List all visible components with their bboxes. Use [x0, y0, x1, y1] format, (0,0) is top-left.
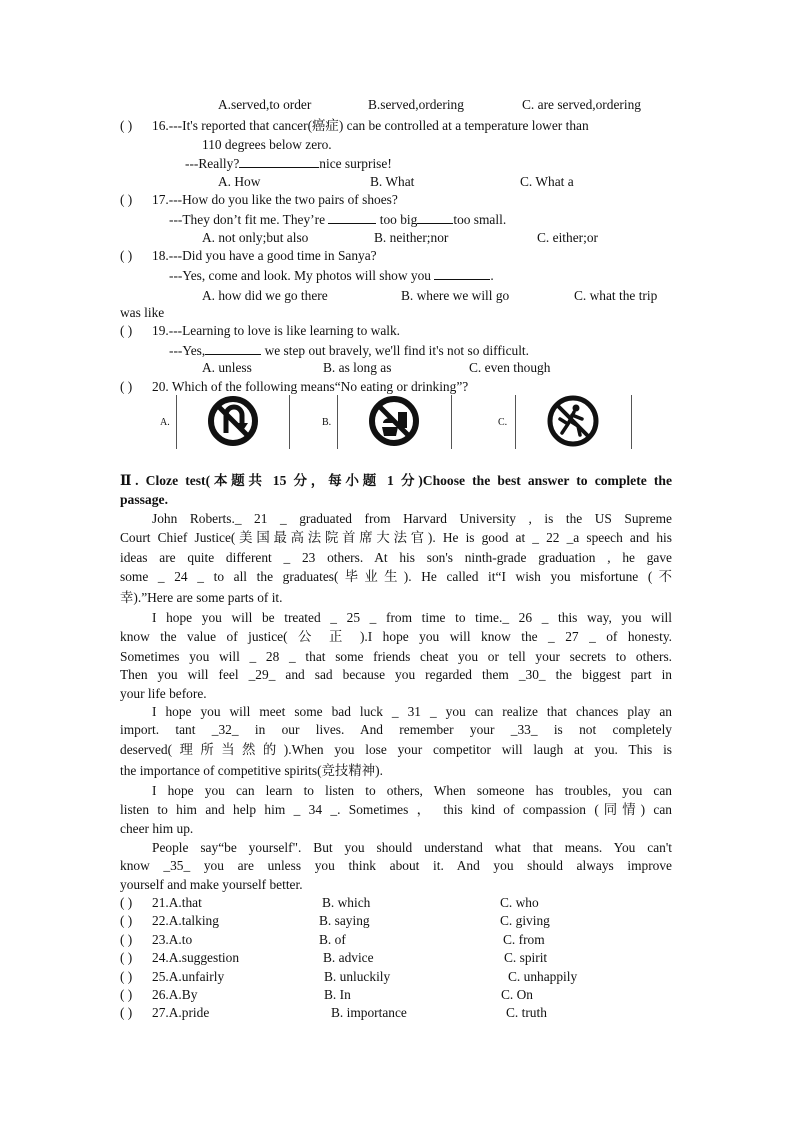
q19-option-b: B. as long as [323, 360, 392, 375]
passage-p2-line: your life before. [120, 686, 207, 701]
q16-blank [239, 154, 319, 168]
answer-option-a: 27.A.pride [152, 1005, 210, 1020]
passage-p2-line: know the value of justice( 公 正 ).I hope you will know the _ 27 _ of honesty. [120, 629, 672, 644]
q17-blank-2 [417, 210, 453, 224]
passage-p2-line: Then you will feel _29_ and sad because you regarded them _30_ the biggest part in [120, 667, 672, 682]
q16-option-c: C. What a [520, 174, 574, 189]
q19-option-a: A. unless [202, 360, 252, 375]
answer-option-b: B. importance [331, 1005, 407, 1020]
answer-option-b: B. saying [319, 913, 370, 928]
passage-p3-line: import. tant _32_ in our lives. And remember your _33_ is not completely [120, 722, 672, 737]
q16-paren: ( ) [120, 118, 133, 133]
passage-p3-line: I hope you will meet some bad luck _ 31 _ you can realize that chances play an [152, 704, 672, 719]
q17-blank-1 [328, 210, 376, 224]
no-u-turn-icon [177, 395, 289, 447]
answer-option-a: 24.A.suggestion [152, 950, 240, 965]
passage-p3-line: the importance of competitive spirits(竞技精神). [120, 763, 383, 778]
passage-p2-line: Sometimes you will _ 28 _ that some friends cheat you or tell your secrets to others. [120, 649, 672, 664]
q17-reply: ---They don’t fit me. They’re too big too small. [169, 212, 507, 227]
q15-option-a: A.served,to order [218, 97, 312, 112]
q16-option-b: B. What [370, 174, 415, 189]
q20-stem: 20. Which of the following means“No eating or drinking”? [152, 379, 469, 394]
sign-b-label: B. [322, 417, 332, 428]
passage-p1-line: John Roberts._ 21 _ graduated from Harvard University , is the US Supreme [152, 511, 672, 526]
section-heading: Ⅱ. Cloze test(本题共 15 分，每小题 1 分)Choose the best answer to complete the [120, 473, 672, 488]
q19-paren: ( ) [120, 323, 133, 338]
answer-option-c: C. On [501, 987, 533, 1002]
q18-stem: 18.---Did you have a good time in Sanya? [152, 248, 377, 263]
q17-option-b: B. neither;nor [374, 230, 449, 245]
q19-stem: 19.---Learning to love is like learning to walk. [152, 323, 401, 338]
answer-option-c: C. who [500, 895, 539, 910]
q18-option-c: C. what the trip [574, 288, 658, 303]
answer-option-a: 22.A.talking [152, 913, 219, 928]
answer-option-c: C. giving [500, 913, 550, 928]
passage-p5-line: know _35_ you are unless you think about it. And you should always improve [120, 858, 672, 873]
answer-paren: ( ) [120, 950, 133, 965]
passage-p4-line: I hope you can learn to listen to others, When someone has troubles, you can [152, 783, 672, 798]
sign-a-label: A. [160, 417, 170, 428]
passage-p4-line: listen to him and help him _ 34 _. Sometimes ， this kind of compassion (同情) can [120, 802, 672, 817]
answer-option-a: 25.A.unfairly [152, 969, 225, 984]
answer-option-b: B. of [319, 932, 346, 947]
passage-p1-line: ideas are quite different _ 23 others. At his son's ninth-grade graduation , he gave [120, 550, 672, 565]
answer-paren: ( ) [120, 895, 133, 910]
q17-option-c: C. either;or [537, 230, 598, 245]
q15-option-c: C. are served,ordering [522, 97, 641, 112]
q19-option-c: C. even though [469, 360, 551, 375]
passage-p5-line: yourself and make yourself better. [120, 877, 303, 892]
passage-p1-line: 幸).”Here are some parts of it. [120, 590, 283, 605]
q18-option-a: A. how did we go there [202, 288, 328, 303]
passage-p3-line: deserved(理所当然的).When you lose your competitor will laugh at you. This is [120, 742, 672, 757]
answer-option-c: C. truth [506, 1005, 547, 1020]
q18-option-b: B. where we will go [401, 288, 510, 303]
sign-c-image [515, 395, 632, 449]
q17-option-a: A. not only;but also [202, 230, 309, 245]
sign-b-image [337, 395, 452, 449]
answer-paren: ( ) [120, 1005, 133, 1020]
q16-stem: 16.---It's reported that cancer(癌症) can be controlled at a temperature lower than [152, 118, 589, 133]
answer-option-c: C. from [503, 932, 545, 947]
passage-p2-line: I hope you will be treated _ 25 _ from time to time._ 26 _ this way, you will [152, 610, 672, 625]
no-eating-drinking-icon [338, 395, 451, 447]
answer-option-b: B. unluckily [324, 969, 391, 984]
q18-blank [434, 266, 490, 280]
q15-option-b: B.served,ordering [368, 97, 464, 112]
q17-paren: ( ) [120, 192, 133, 207]
passage-p1-line: some _ 24 _ to all the graduates(毕业生). He called it“I wish you misfortune (不 [120, 569, 672, 584]
answer-option-c: C. spirit [504, 950, 548, 965]
answer-paren: ( ) [120, 987, 133, 1002]
answer-paren: ( ) [120, 932, 133, 947]
q19-blank [205, 341, 261, 355]
answer-paren: ( ) [120, 913, 133, 928]
q16-reply: ---Really? nice surprise! [185, 156, 392, 171]
q18-paren: ( ) [120, 248, 133, 263]
no-pedestrian-icon [516, 395, 631, 447]
passage-p5-line: People say“be yourself". But you should understand what that means. You can't [152, 840, 672, 855]
answer-option-a: 26.A.By [152, 987, 198, 1002]
answer-option-c: C. unhappily [508, 969, 578, 984]
answer-option-b: B. which [322, 895, 371, 910]
q16-option-a: A. How [218, 174, 261, 189]
q17-stem: 17.---How do you like the two pairs of shoes? [152, 192, 398, 207]
q20-paren: ( ) [120, 379, 133, 394]
answer-option-a: 23.A.to [152, 932, 193, 947]
sign-a-image [176, 395, 290, 449]
passage-p1-line: Court Chief Justice(美国最高法院首席大法官). He is good at _ 22 _a speech and his [120, 530, 672, 545]
answer-paren: ( ) [120, 969, 133, 984]
sign-c-label: C. [498, 417, 508, 428]
answer-option-a: 21.A.that [152, 895, 202, 910]
answer-option-b: B. advice [323, 950, 374, 965]
q18-reply: ---Yes, come and look. My photos will show you . [169, 268, 494, 283]
q18-option-c-wrap: was like [120, 305, 165, 320]
q16-stem-2: 110 degrees below zero. [202, 137, 332, 152]
q19-reply: ---Yes, we step out bravely, we'll find it's not so difficult. [169, 343, 529, 358]
section-heading-cont: passage. [120, 492, 168, 507]
answer-option-b: B. In [324, 987, 351, 1002]
passage-p4-line: cheer him up. [120, 821, 194, 836]
